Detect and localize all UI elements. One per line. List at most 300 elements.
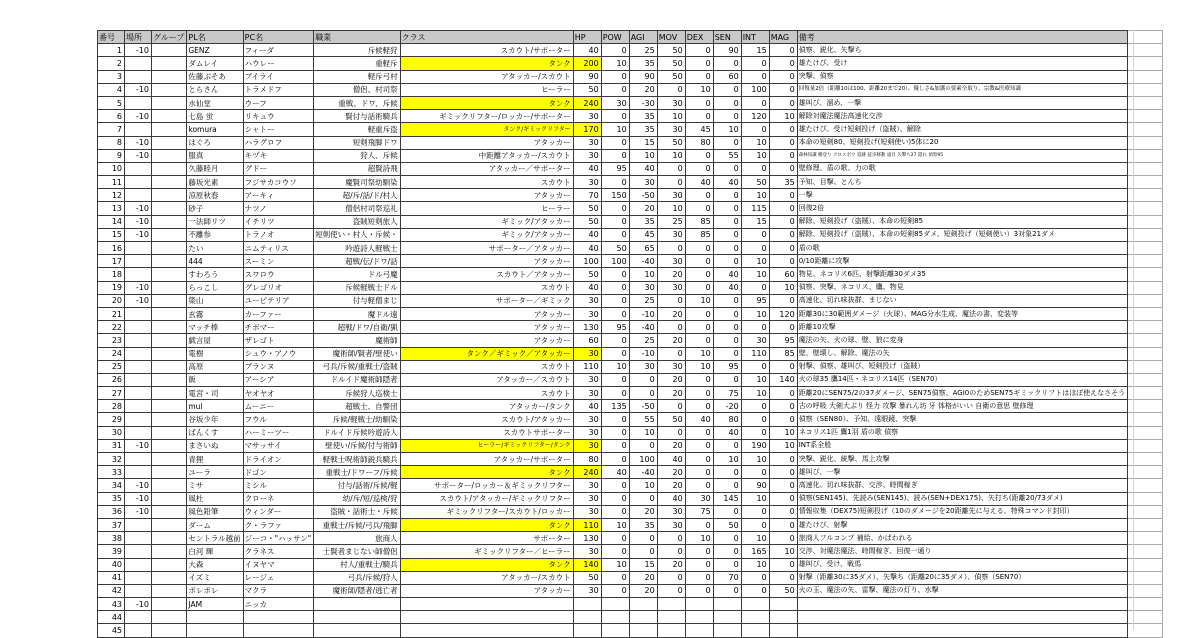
cell-mov[interactable]: 0	[657, 400, 685, 413]
cell-dex[interactable]: 0	[685, 255, 713, 268]
cell-group[interactable]	[152, 624, 187, 637]
cell-hp[interactable]: 50	[573, 215, 601, 228]
cell-job[interactable]: 狩人、斥候	[314, 149, 401, 162]
cell-group[interactable]	[152, 400, 187, 413]
cell-hp[interactable]: 240	[573, 466, 601, 479]
cell-agi[interactable]: 30	[629, 360, 657, 373]
cell-int[interactable]: 0	[741, 70, 769, 83]
cell-no[interactable]: 19	[98, 281, 125, 294]
cell-no[interactable]: 18	[98, 268, 125, 281]
cell-job[interactable]: ドルイド斥候吟遊詩人	[314, 426, 401, 439]
cell-group[interactable]	[152, 228, 187, 241]
cell-mov[interactable]: 30	[657, 228, 685, 241]
cell-pow[interactable]: 95	[601, 162, 629, 175]
cell-hp[interactable]: 50	[573, 202, 601, 215]
cell-sen[interactable]: 0	[713, 532, 741, 545]
cell-sen[interactable]: 40	[713, 176, 741, 189]
cell-agi[interactable]: -50	[629, 189, 657, 202]
cell-pc[interactable]: ヤオヤオ	[243, 387, 314, 400]
cell-dex[interactable]: 0	[685, 453, 713, 466]
cell-cls[interactable]: ギミック/アタッカー	[400, 215, 573, 228]
cell-hp[interactable]: 110	[573, 360, 601, 373]
cell-cls[interactable]: タンク/ギミックリフター	[400, 123, 573, 136]
cell-place[interactable]	[125, 532, 152, 545]
cell-int[interactable]: 50	[741, 176, 769, 189]
cell-no[interactable]: 10	[98, 162, 125, 175]
cell-no[interactable]: 25	[98, 360, 125, 373]
cell-hp[interactable]: 30	[573, 479, 601, 492]
cell-sen[interactable]: 0	[713, 228, 741, 241]
cell-job[interactable]: 超戦/伝/ドワ/話	[314, 255, 401, 268]
cell-pow[interactable]: 0	[601, 228, 629, 241]
cell-agi[interactable]: 30	[629, 281, 657, 294]
cell-pc[interactable]	[243, 624, 314, 637]
cell-place[interactable]	[125, 123, 152, 136]
cell-job[interactable]: 軽戦士呪術師鋭兵騎兵	[314, 453, 401, 466]
cell-notes[interactable]: 魔法の矢、火の球、壁、狼に変身	[797, 334, 1127, 347]
cell-notes[interactable]: 距離10攻撃	[797, 321, 1127, 334]
cell-pl[interactable]: はぐろ	[187, 136, 243, 149]
cell-cls[interactable]: アタッカー/スカウト	[400, 571, 573, 584]
cell-hp[interactable]: 40	[573, 281, 601, 294]
cell-group[interactable]	[152, 360, 187, 373]
cell-agi[interactable]: 45	[629, 228, 657, 241]
cell-sen[interactable]: 0	[713, 334, 741, 347]
cell-pow[interactable]: 0	[601, 136, 629, 149]
cell-dex[interactable]: 0	[685, 202, 713, 215]
cell-hp[interactable]: 80	[573, 453, 601, 466]
cell-mov[interactable]: 0	[657, 83, 685, 96]
cell-mov[interactable]: 0	[657, 242, 685, 255]
cell-int[interactable]: 10	[741, 387, 769, 400]
cell-place[interactable]: -10	[125, 294, 152, 307]
cell-cls[interactable]: ヒーラー/ギミックリフター/タンク	[400, 439, 573, 452]
cell-group[interactable]	[152, 83, 187, 96]
cell-int[interactable]: 165	[741, 545, 769, 558]
cell-agi[interactable]: 20	[629, 202, 657, 215]
cell-agi[interactable]: 0	[629, 545, 657, 558]
cell-int[interactable]: 15	[741, 44, 769, 57]
cell-sen[interactable]: 95	[713, 360, 741, 373]
cell-group[interactable]	[152, 242, 187, 255]
cell-int[interactable]: 115	[741, 202, 769, 215]
cell-mag[interactable]: 0	[769, 149, 797, 162]
cell-pow[interactable]: 10	[601, 558, 629, 571]
cell-sen[interactable]: 10	[713, 453, 741, 466]
cell-dex[interactable]: 0	[685, 268, 713, 281]
cell-dex[interactable]: 0	[685, 57, 713, 70]
cell-group[interactable]	[152, 387, 187, 400]
cell-no[interactable]: 27	[98, 387, 125, 400]
cell-dex[interactable]: 45	[685, 123, 713, 136]
cell-mov[interactable]: 20	[657, 439, 685, 452]
cell-cls[interactable]: アタッカー／サポーター	[400, 162, 573, 175]
cell-group[interactable]	[152, 70, 187, 83]
cell-pc[interactable]: ハウレー	[243, 57, 314, 70]
cell-place[interactable]	[125, 70, 152, 83]
cell-int[interactable]: 0	[741, 426, 769, 439]
cell-dex[interactable]: 0	[685, 373, 713, 386]
cell-hp[interactable]: 30	[573, 373, 601, 386]
cell-hp[interactable]: 30	[573, 413, 601, 426]
cell-group[interactable]	[152, 149, 187, 162]
cell-mov[interactable]: 0	[657, 545, 685, 558]
cell-mag[interactable]: 0	[769, 453, 797, 466]
cell-pl[interactable]: 電樹	[187, 347, 243, 360]
cell-dex[interactable]: 10	[685, 294, 713, 307]
cell-agi[interactable]: 40	[629, 162, 657, 175]
cell-no[interactable]: 9	[98, 149, 125, 162]
cell-mag[interactable]: 140	[769, 373, 797, 386]
cell-dex[interactable]	[685, 611, 713, 624]
cell-no[interactable]: 3	[98, 70, 125, 83]
cell-pow[interactable]	[601, 611, 629, 624]
cell-pow[interactable]: 0	[601, 202, 629, 215]
cell-int[interactable]	[741, 598, 769, 611]
cell-pc[interactable]: ドゴン	[243, 466, 314, 479]
cell-int[interactable]: 30	[741, 334, 769, 347]
cell-mag[interactable]: 10	[769, 439, 797, 452]
cell-place[interactable]: -10	[125, 136, 152, 149]
cell-dex[interactable]: 0	[685, 466, 713, 479]
cell-pow[interactable]: 0	[601, 545, 629, 558]
cell-dex[interactable]: 0	[685, 426, 713, 439]
cell-cls[interactable]	[400, 598, 573, 611]
cell-int[interactable]: 0	[741, 584, 769, 597]
cell-cls[interactable]: サポーター/ロッカー＆ギミックリフター	[400, 479, 573, 492]
cell-no[interactable]: 36	[98, 505, 125, 518]
cell-no[interactable]: 8	[98, 136, 125, 149]
cell-job[interactable]: 士賢者まじない師僧侶	[314, 545, 401, 558]
cell-mov[interactable]: 30	[657, 360, 685, 373]
cell-agi[interactable]: 0	[629, 373, 657, 386]
cell-pl[interactable]: 戯言屋	[187, 334, 243, 347]
cell-job[interactable]: 短剣飛脚ドワ	[314, 136, 401, 149]
cell-mag[interactable]: 0	[769, 558, 797, 571]
cell-pc[interactable]: ニムティリス	[243, 242, 314, 255]
cell-mag[interactable]: 0	[769, 136, 797, 149]
cell-no[interactable]: 45	[98, 624, 125, 637]
cell-agi[interactable]: 35	[629, 110, 657, 123]
cell-int[interactable]: 190	[741, 439, 769, 452]
cell-mag[interactable]: 95	[769, 334, 797, 347]
cell-group[interactable]	[152, 57, 187, 70]
column-header-hp[interactable]: HP	[573, 31, 601, 44]
cell-group[interactable]	[152, 373, 187, 386]
cell-no[interactable]: 5	[98, 96, 125, 109]
cell-pc[interactable]: キヅキ	[243, 149, 314, 162]
cell-hp[interactable]: 30	[573, 439, 601, 452]
cell-dex[interactable]: 10	[685, 532, 713, 545]
cell-job[interactable]: 重軽斥	[314, 57, 401, 70]
cell-notes[interactable]: 情報収集（DEX75)短剣投げ（10のダメージを20距離先に与える、特殊コマンド封印）	[797, 505, 1127, 518]
cell-cls[interactable]: タンク	[400, 518, 573, 531]
cell-place[interactable]	[125, 545, 152, 558]
cell-mov[interactable]: 0	[657, 321, 685, 334]
cell-job[interactable]: ドルイド魔術師隠者	[314, 373, 401, 386]
cell-cls[interactable]	[400, 611, 573, 624]
cell-mov[interactable]: 25	[657, 215, 685, 228]
cell-pl[interactable]: ばんくす	[187, 426, 243, 439]
cell-pl[interactable]: 白河 輝	[187, 545, 243, 558]
cell-sen[interactable]: 0	[713, 347, 741, 360]
cell-job[interactable]: 僧侶、村司祭	[314, 83, 401, 96]
cell-int[interactable]: 0	[741, 505, 769, 518]
cell-pow[interactable]: 0	[601, 44, 629, 57]
cell-group[interactable]	[152, 479, 187, 492]
cell-pow[interactable]: 95	[601, 321, 629, 334]
cell-mag[interactable]: 120	[769, 307, 797, 320]
cell-job[interactable]: 吟遊詩人軽戦士	[314, 242, 401, 255]
cell-place[interactable]	[125, 321, 152, 334]
cell-cls[interactable]: ギミックリフター/スカウト/ロッカー	[400, 505, 573, 518]
cell-group[interactable]	[152, 162, 187, 175]
cell-hp[interactable]: 30	[573, 307, 601, 320]
cell-mag[interactable]: 0	[769, 123, 797, 136]
cell-dex[interactable]: 10	[685, 83, 713, 96]
cell-cls[interactable]: タンク	[400, 558, 573, 571]
cell-int[interactable]: 10	[741, 307, 769, 320]
cell-mov[interactable]: 0	[657, 347, 685, 360]
cell-pc[interactable]: アーシア	[243, 373, 314, 386]
cell-dex[interactable]: 0	[685, 479, 713, 492]
cell-pl[interactable]: 一法師リツ	[187, 215, 243, 228]
cell-int[interactable]: 0	[741, 242, 769, 255]
cell-job[interactable]: 幼/斥/短/巡検/狩	[314, 492, 401, 505]
cell-group[interactable]	[152, 176, 187, 189]
cell-no[interactable]: 15	[98, 228, 125, 241]
cell-sen[interactable]: 0	[713, 439, 741, 452]
cell-pl[interactable]: 久藤睦月	[187, 162, 243, 175]
cell-dex[interactable]: 0	[685, 584, 713, 597]
cell-pow[interactable]: 10	[601, 518, 629, 531]
cell-pl[interactable]: 玄霧	[187, 307, 243, 320]
cell-job[interactable]: ・短剣使い・村人・斥候	[314, 228, 401, 241]
cell-place[interactable]	[125, 347, 152, 360]
cell-int[interactable]: 0	[741, 571, 769, 584]
cell-job[interactable]: 付与軽僧まじ	[314, 294, 401, 307]
cell-sen[interactable]	[713, 624, 741, 637]
cell-sen[interactable]: 40	[713, 268, 741, 281]
cell-cls[interactable]: タンク	[400, 96, 573, 109]
cell-pc[interactable]	[243, 611, 314, 624]
cell-group[interactable]	[152, 347, 187, 360]
column-header-mag[interactable]: MAG	[769, 31, 797, 44]
cell-pl[interactable]	[187, 624, 243, 637]
cell-pc[interactable]: トラメドフ	[243, 83, 314, 96]
cell-pc[interactable]: イヌヤマ	[243, 558, 314, 571]
cell-agi[interactable]: 65	[629, 242, 657, 255]
cell-pow[interactable]: 40	[601, 466, 629, 479]
cell-dex[interactable]	[685, 598, 713, 611]
cell-int[interactable]: 0	[741, 400, 769, 413]
cell-pc[interactable]: フウル	[243, 413, 314, 426]
cell-int[interactable]: 90	[741, 479, 769, 492]
cell-cls[interactable]: タンク／ギミック／アタッカー	[400, 347, 573, 360]
cell-group[interactable]	[152, 466, 187, 479]
cell-dex[interactable]	[685, 624, 713, 637]
cell-no[interactable]: 32	[98, 453, 125, 466]
cell-agi[interactable]: 10	[629, 479, 657, 492]
cell-pl[interactable]: 風杜	[187, 492, 243, 505]
cell-hp[interactable]: 40	[573, 162, 601, 175]
cell-hp[interactable]: 40	[573, 228, 601, 241]
cell-pc[interactable]: スワロウ	[243, 268, 314, 281]
cell-pow[interactable]: 0	[601, 413, 629, 426]
cell-no[interactable]: 13	[98, 202, 125, 215]
cell-mag[interactable]: 0	[769, 479, 797, 492]
cell-cls[interactable]: スカウト	[400, 281, 573, 294]
cell-no[interactable]: 23	[98, 334, 125, 347]
cell-agi[interactable]: 35	[629, 215, 657, 228]
cell-place[interactable]	[125, 307, 152, 320]
cell-agi[interactable]: -40	[629, 321, 657, 334]
cell-group[interactable]	[152, 334, 187, 347]
cell-dex[interactable]: 85	[685, 215, 713, 228]
cell-pl[interactable]: ダーム	[187, 518, 243, 531]
cell-notes[interactable]: 突撃、鋭化、統撃、馬上攻撃	[797, 453, 1127, 466]
cell-sen[interactable]: 0	[713, 202, 741, 215]
cell-group[interactable]	[152, 281, 187, 294]
cell-pl[interactable]: すわろう	[187, 268, 243, 281]
cell-place[interactable]	[125, 334, 152, 347]
cell-no[interactable]: 38	[98, 532, 125, 545]
cell-mov[interactable]: 0	[657, 571, 685, 584]
cell-mag[interactable]: 0	[769, 44, 797, 57]
cell-job[interactable]: 超賢詩飛	[314, 162, 401, 175]
cell-pow[interactable]: 0	[601, 268, 629, 281]
cell-hp[interactable]: 30	[573, 545, 601, 558]
cell-notes[interactable]: 0/10距離に攻撃	[797, 255, 1127, 268]
cell-mag[interactable]: 0	[769, 505, 797, 518]
cell-mag[interactable]: 50	[769, 584, 797, 597]
cell-group[interactable]	[152, 136, 187, 149]
cell-hp[interactable]: 40	[573, 242, 601, 255]
column-header-cls[interactable]: クラス	[400, 31, 573, 44]
cell-dex[interactable]: 10	[685, 347, 713, 360]
cell-group[interactable]	[152, 426, 187, 439]
cell-job[interactable]	[314, 624, 401, 637]
cell-int[interactable]: 10	[741, 492, 769, 505]
cell-notes[interactable]: 雄叫び、受け、戦馬	[797, 558, 1127, 571]
cell-hp[interactable]: 70	[573, 189, 601, 202]
column-header-notes[interactable]: 備考	[797, 31, 1127, 44]
cell-pl[interactable]: 飯	[187, 373, 243, 386]
cell-pl[interactable]: 高原	[187, 360, 243, 373]
cell-cls[interactable]: スカウト/サポーター	[400, 44, 573, 57]
cell-int[interactable]: 10	[741, 373, 769, 386]
cell-dex[interactable]: 0	[685, 70, 713, 83]
cell-int[interactable]: 10	[741, 136, 769, 149]
cell-mag[interactable]: 10	[769, 545, 797, 558]
cell-int[interactable]: 0	[741, 413, 769, 426]
cell-mag[interactable]: 0	[769, 57, 797, 70]
cell-mag[interactable]: 0	[769, 518, 797, 531]
cell-dex[interactable]: 0	[685, 242, 713, 255]
column-header-pl[interactable]: PL名	[187, 31, 243, 44]
cell-job[interactable]: 重戦士/斥候/弓兵/飛脚	[314, 518, 401, 531]
cell-job[interactable]: 旅商人	[314, 532, 401, 545]
cell-notes[interactable]: 雄叫び、溜め、一撃	[797, 96, 1127, 109]
cell-notes[interactable]: 火の玉、魔法の矢、雷撃、魔法の灯り、水撃	[797, 584, 1127, 597]
cell-pow[interactable]: 0	[601, 453, 629, 466]
cell-mag[interactable]	[769, 611, 797, 624]
cell-job[interactable]: 超/斥/話/ド/村人	[314, 189, 401, 202]
cell-group[interactable]	[152, 321, 187, 334]
cell-mag[interactable]: 0	[769, 532, 797, 545]
cell-no[interactable]: 2	[98, 57, 125, 70]
cell-cls[interactable]: サポーター／アタッカー	[400, 242, 573, 255]
cell-place[interactable]	[125, 57, 152, 70]
cell-dex[interactable]: 0	[685, 387, 713, 400]
cell-agi[interactable]: -10	[629, 347, 657, 360]
cell-mov[interactable]	[657, 598, 685, 611]
cell-hp[interactable]: 30	[573, 149, 601, 162]
cell-notes[interactable]: 射撃（距離30に35ダメ）、矢撃ち（距離20に35ダメ）、偵察（SEN70）	[797, 571, 1127, 584]
cell-place[interactable]	[125, 413, 152, 426]
cell-group[interactable]	[152, 215, 187, 228]
cell-mag[interactable]: 60	[769, 268, 797, 281]
cell-job[interactable]: 賢付与話術騎兵	[314, 110, 401, 123]
cell-cls[interactable]: スカウト/アタッカー	[400, 413, 573, 426]
cell-no[interactable]: 33	[98, 466, 125, 479]
cell-agi[interactable]	[629, 598, 657, 611]
cell-notes[interactable]: 雄たけび、受け	[797, 57, 1127, 70]
cell-agi[interactable]: 15	[629, 136, 657, 149]
cell-notes[interactable]: 距離30に30範囲ダメージ（火球）、MAG分水生成、魔法の書、変装等	[797, 307, 1127, 320]
column-header-sen[interactable]: SEN	[713, 31, 741, 44]
cell-notes[interactable]: 高速化、切れ味抜群、交渉、時間稼ぎ	[797, 479, 1127, 492]
cell-pow[interactable]: 0	[601, 307, 629, 320]
cell-agi[interactable]	[629, 624, 657, 637]
cell-pl[interactable]: 七島 蛍	[187, 110, 243, 123]
cell-mov[interactable]: 40	[657, 492, 685, 505]
cell-notes[interactable]: 古の呼吸 大剣大ぶり 怪力 攻撃 暴れん坊 牙 体格がいい 自衛の意思 壁修理	[797, 400, 1127, 413]
cell-dex[interactable]: 10	[685, 360, 713, 373]
cell-agi[interactable]: 25	[629, 334, 657, 347]
cell-pl[interactable]: 砂子	[187, 202, 243, 215]
cell-notes[interactable]: 偵察、鋭化、矢撃ち	[797, 44, 1127, 57]
cell-pc[interactable]: イチリツ	[243, 215, 314, 228]
cell-hp[interactable]: 30	[573, 136, 601, 149]
cell-group[interactable]	[152, 294, 187, 307]
cell-sen[interactable]	[713, 611, 741, 624]
cell-place[interactable]	[125, 360, 152, 373]
cell-mov[interactable]: 10	[657, 110, 685, 123]
cell-pow[interactable]: 0	[601, 149, 629, 162]
cell-place[interactable]	[125, 518, 152, 531]
cell-pow[interactable]: 10	[601, 123, 629, 136]
cell-pow[interactable]: 135	[601, 400, 629, 413]
cell-sen[interactable]: 80	[713, 413, 741, 426]
cell-no[interactable]: 12	[98, 189, 125, 202]
cell-pow[interactable]: 0	[601, 532, 629, 545]
cell-notes[interactable]	[797, 598, 1127, 611]
cell-pc[interactable]: クラネス	[243, 545, 314, 558]
cell-job[interactable]: 超戦/ドワ/自衛/猟	[314, 321, 401, 334]
cell-mov[interactable]: 20	[657, 268, 685, 281]
cell-pow[interactable]: 30	[601, 96, 629, 109]
cell-mag[interactable]: 0	[769, 162, 797, 175]
cell-sen[interactable]: 55	[713, 149, 741, 162]
cell-place[interactable]	[125, 611, 152, 624]
cell-pc[interactable]: シャトー	[243, 123, 314, 136]
cell-notes[interactable]: 回復2倍	[797, 202, 1127, 215]
cell-cls[interactable]: アタッカー/タンク	[400, 400, 573, 413]
cell-sen[interactable]: 0	[713, 294, 741, 307]
cell-job[interactable]: 超戦士、自警団	[314, 400, 401, 413]
cell-int[interactable]: 120	[741, 110, 769, 123]
